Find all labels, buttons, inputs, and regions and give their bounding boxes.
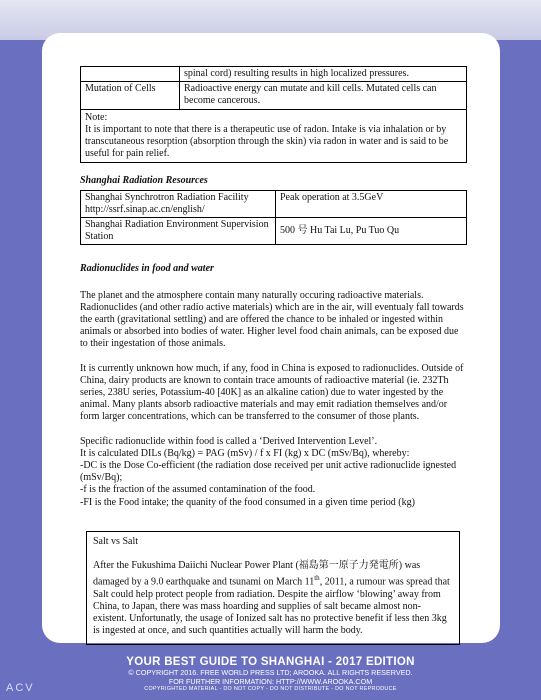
table-cell-label: Mutation of Cells	[81, 82, 180, 109]
resource-name: Shanghai Synchrotron Radiation Facility http://ssrf.sinap.ac.cn/english/	[81, 190, 276, 217]
salt-box	[86, 531, 460, 645]
formula-block	[80, 436, 467, 509]
table-cell: spinal cord) resulting results in high localized pressures.	[180, 67, 467, 82]
table-row	[81, 82, 467, 109]
radionuclides-title: Radionuclides in food and water	[80, 263, 214, 275]
formula-line: It is calculated DILs (Bq/kg) = PAG (mSv) / f x FI (kg) x DC (mSv/Bq), whereby:	[80, 447, 410, 459]
formula-line: -DC is the Dose Co-efficient (the radiation dose received per unit active radionuclide ignested (mSv/Bq);	[80, 460, 457, 484]
table-cell-empty	[81, 67, 180, 82]
footer-notice: COPYRIGHTED MATERIAL - DO NOT COPY - DO NOT DISTRIBUTE - DO NOT REPRODUCE	[144, 686, 397, 692]
resource-info: Peak operation at 3.5GeV	[276, 190, 467, 217]
resources-title: Shanghai Radiation Resources	[80, 175, 208, 187]
table-row	[81, 190, 467, 217]
salt-text-part: , 2011, a rumour was spread that Salt could help protect people from radiation. Despite the airflow ‘blowing’ away from China, to Japan, there was mass hoarding and supplies of salt became almost non-existent. Unfortunatly, the usage of Ionized salt has no protective benefit if less then 3kg is ingested at once, and such quantities actually will harm the body.	[93, 576, 450, 637]
footer-copyright: © COPYRIGHT 2016. FREE WORLD PRESS LTD; AROOKA. ALL RIGHTS RESERVED.	[128, 668, 413, 677]
footer-info: FOR FURTHER INFORMATION: HTTP://WWW.AROOKA.COM	[168, 676, 373, 686]
salt-box-text	[93, 560, 453, 638]
table-row	[81, 218, 467, 245]
watermark: ACV	[6, 682, 35, 694]
formula-line: Specific radionuclide within food is called a ‘Derived Intervention Level’.	[80, 435, 378, 447]
salt-text-part: After the Fukushima Daiichi Nuclear Power Plant (福島第一原子力発電所) was damaged by a 9.0 earthquake and tsunami on March 11	[93, 560, 421, 588]
resource-name: Shanghai Radiation Environment Supervision Station	[81, 218, 276, 245]
note-text: It is important to note that there is a therapeutic use of radon. Intake is via inhalation or by transcutaneous resorption (absorption through the skin) via radon in water and is said to be useful for pain relief.	[85, 123, 449, 160]
formula-line: -f is the fraction of the assumed contamination of the food.	[80, 484, 316, 496]
resources-table	[80, 190, 467, 246]
table-cell: Radioactive energy can mutate and kill cells. Mutated cells can become cancerous.	[180, 82, 467, 109]
paragraph: The planet and the atmosphere contain many naturally occuring radioactive materials. Radionuclides (and other radio active materials) which are in the air, will eventualy fall towards the earth (gravitational settling) and are offered the chance to be inhaled or ingested within animals or absorbed into bodies of water. Higher level food chain animals, can be exposed due to their ingestation of those animals.	[80, 289, 464, 350]
note-cell	[81, 109, 467, 163]
formula-line: -FI is the Food intake; the quanity of the food consumed in a given time period (kg)	[80, 496, 415, 508]
footer-headline: YOUR BEST GUIDE TO SHANGHAI - 2017 EDITION	[126, 656, 415, 668]
effects-table	[80, 66, 467, 163]
note-title: Note:	[85, 111, 108, 123]
table-row	[81, 109, 467, 163]
superscript: th	[314, 574, 320, 583]
paragraph: It is currently unknown how much, if any, food in China is exposed to radionuclides. Outside of China, dairy products are known to contain trace amounts of radioactive material (ie. 232Th series, 238U series, Potassium-40 [40K] as an alkaline cation) due to water ingested by the animal. Many plants absorb radioactive materials and may emit radiation themselves and/or form larger concentrations, which can be transferred to the consumer of those plants.	[80, 362, 464, 423]
page-card	[42, 33, 500, 643]
footer	[0, 656, 541, 693]
salt-box-title: Salt vs Salt	[93, 535, 139, 547]
resource-info: 500 号 Hu Tai Lu, Pu Tuo Qu	[276, 218, 467, 245]
table-row	[81, 67, 467, 82]
